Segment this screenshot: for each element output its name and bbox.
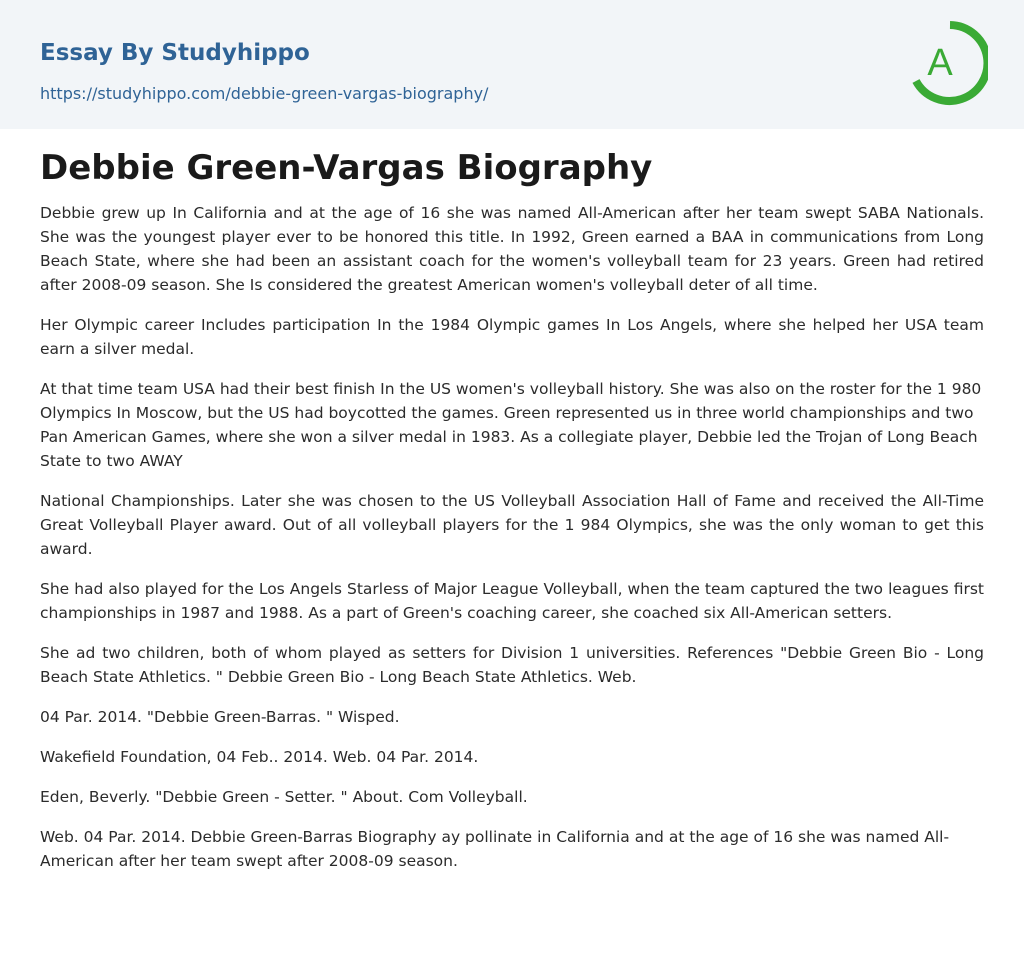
page-title: Debbie Green-Vargas Biography xyxy=(40,148,653,188)
article-body xyxy=(0,129,1024,873)
paragraph-5: She had also played for the Los Angels Starless of Major League Volleyball, when the team captured the two leagues first championships in 1987 and 1988. As a part of Green's coaching career, she coached six All-American setters. xyxy=(40,580,984,622)
article-url-link[interactable]: https://studyhippo.com/debbie-green-vargas-biography/ xyxy=(40,84,489,103)
site-header xyxy=(0,0,1024,129)
logo-letter: A xyxy=(927,42,953,84)
paragraph-10: Web. 04 Par. 2014. Debbie Green-Barras Biography ay pollinate in California and at the age of 16 she was named All-American after her team swept after 2008-09 season. xyxy=(40,828,950,870)
paragraph-9: Eden, Beverly. "Debbie Green - Setter. " About. Com Volleyball. xyxy=(40,788,528,806)
brand-title: Essay By Studyhippo xyxy=(40,40,310,66)
paragraph-6: She ad two children, both of whom played as setters for Division 1 universities. References "Debbie Green Bio - Long Beach State Athletics. " Debbie Green Bio - Long Beach State Athletics. Web. xyxy=(40,644,984,686)
paragraph-4: National Championships. Later she was chosen to the US Volleyball Association Hall of Fame and received the All-Time Great Volleyball Player award. Out of all volleyball players for the 1 984 Olympics, she was the only woman to get this award. xyxy=(40,492,984,558)
studyhippo-logo-icon[interactable] xyxy=(912,19,988,107)
paragraph-7: 04 Par. 2014. "Debbie Green-Barras. " Wisped. xyxy=(40,708,400,726)
paragraph-2: Her Olympic career Includes participation In the 1984 Olympic games In Los Angels, where she helped her USA team earn a silver medal. xyxy=(40,316,984,358)
paragraph-3: At that time team USA had their best finish In the US women's volleyball history. She was also on the roster for the 1 980 Olympics In Moscow, but the US had boycotted the games. Green represented us in three world championships and two Pan American Games, where she won a silver medal in 1983. As a collegiate player, Debbie led the Trojan of Long Beach State to two AWAY xyxy=(40,380,982,470)
paragraph-1: Debbie grew up In California and at the age of 16 she was named All-American after her team swept SABA Nationals. She was the youngest player ever to be honored this title. In 1992, Green earned a BAA in communications from Long Beach State, where she had been an assistant coach for the women's volleyball team for 23 years. Green had retired after 2008-09 season. She Is considered the greatest American women's volleyball deter of all time. xyxy=(40,204,984,294)
paragraph-8: Wakefield Foundation, 04 Feb.. 2014. Web. 04 Par. 2014. xyxy=(40,748,479,766)
